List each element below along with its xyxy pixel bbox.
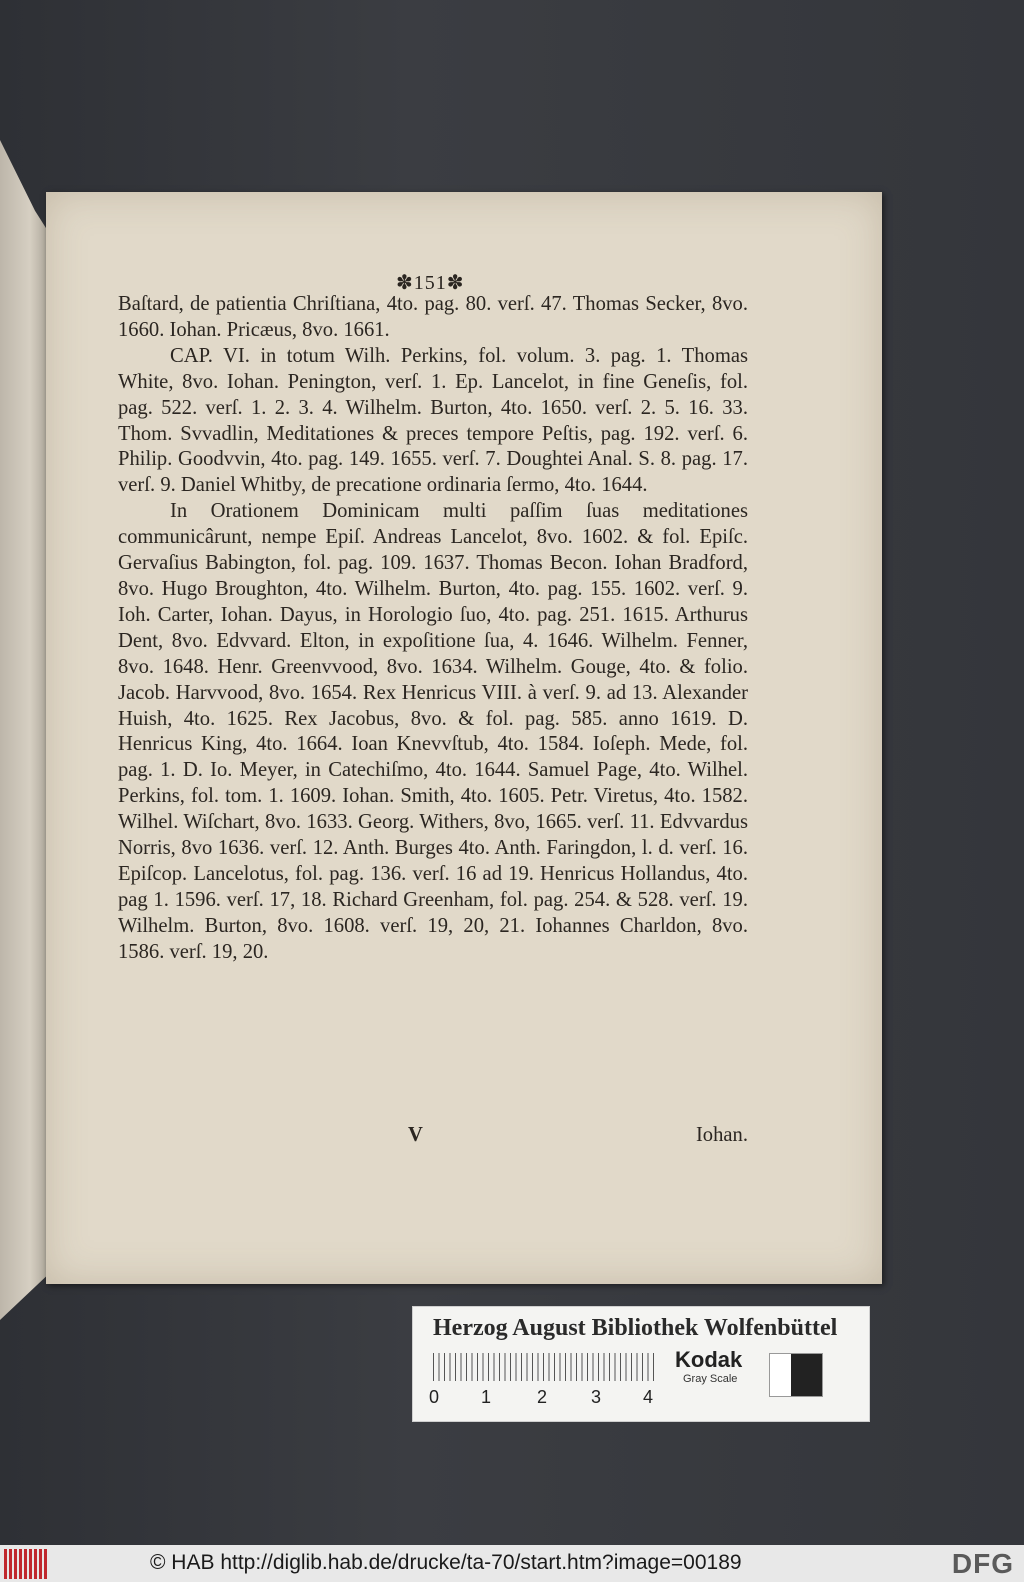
color-target-card: [412, 1306, 870, 1422]
page-number: ✽151✽: [396, 272, 465, 294]
ruler-number: 2: [537, 1387, 548, 1407]
signature-mark: V: [408, 1124, 423, 1146]
paragraph-2: CAP. VI. in totum Wilh. Perkins, fol. volum. 3. pag. 1. Thomas White, 8vo. Iohan. Penington, verſ. 1. Ep. Lancelot, in fine Geneſis, fol. pag. 522. verſ. 1. 2. 3. 4. Wilhelm. Burton, 4to. 1650. verſ. 2. 5. 16. 33. Thom. Svvadlin, Meditationes & preces tempore Peſtis, pag. 192. verſ. 6. Philip. Goodvvin, 4to. pag. 149. 1655. verſ. 7. Doughtei Anal. S. 8. pag. 17. verſ. 9. Daniel Whitby, de precatione ordinaria ſermo, 4to. 1644.: [118, 344, 748, 497]
library-name: Herzog August Bibliothek Wolfenbüttel: [433, 1315, 838, 1341]
previous-page-edge: [0, 140, 50, 1320]
catchword: Iohan.: [695, 1124, 748, 1146]
ruler-number: 4: [643, 1387, 654, 1407]
kodak-logo: Kodak: [675, 1347, 743, 1372]
gray-scale-label: Gray Scale: [683, 1373, 738, 1385]
ruler-number: 1: [481, 1387, 492, 1407]
hab-barcode-icon: [4, 1549, 48, 1579]
scale-ruler: [433, 1353, 655, 1381]
paragraph-3: In Orationem Dominicam multi paſſim ſuas meditationes communicârunt, nempe Epiſ. Andreas Lancelot, 8vo. 1602. & fol. Epiſc. Gervaſius Babington, fol. pag. 109. 1637. Thomas Becon. Iohan Bradford, 8vo. Hugo Broughton, 4to. Wilhelm. Burton, 4to. pag. 155. 1602. verſ. 9. Ioh. Carter, Iohan. Dayus, in Horologio ſuo, 4to. pag. 251. 1615. Arthurus Dent, 8vo. Edvvard. Elton, in expoſitione ſua, 4. 1646. Wilhelm. Fenner, 8vo. 1648. Henr. Greenvvood, 8vo. 1634. Wilhelm. Gouge, 4to. & folio. Jacob. Harvvood, 8vo. 1654. Rex Henricus VIII. à verſ. 9. ad 13. Alexander Huish, 4to. 1625. Rex Jacobus, 8vo. & fol. pag. 585. anno 1619. D. Henricus King, 4to. 1664. Ioan Knevvſtub, 4to. 1584. Ioſeph. Mede, fol. pag. 1. D. Io. Meyer, in Catechiſmo, 4to. 1644. Samuel Page, 4to. Wilhel. Perkins, fol. tom. 1. 1609. Iohan. Smith, 4to. 1605. Petr. Viretus, 4to. 1582. Wilhel. Wiſchart, 8vo. 1633. Georg. Withers, 8vo, 1665. verſ. 11. Edvvardus Norris, 8vo 1636. verſ. 12. Anth. Burges 4to. Anth. Faringdon, l. d. verſ. 16. Epiſcop. Lancelotus, fol. pag. 136. verſ. 16 ad 19. Henricus Hollandus, 4to. pag 1. 1596. verſ. 17, 18. Richard Greenham, fol. pag. 254. & 528. verſ. 19. Wilhelm. Burton, 8vo. 1608. verſ. 19, 20, 21. Iohannes Charldon, 8vo. 1586. verſ. 19, 20.: [118, 500, 748, 963]
page-text: [118, 292, 748, 966]
dfg-logo: DFG: [951, 1548, 1014, 1579]
ruler-number: 3: [591, 1387, 602, 1407]
gray-scale-patches: [769, 1353, 823, 1397]
footer-bar: [0, 1545, 1024, 1582]
page-footer-line: [118, 1124, 748, 1150]
paragraph-1: Baſtard, de patientia Chriſtiana, 4to. pag. 80. verſ. 47. Thomas Secker, 8vo. 1660. Iohan. Pricæus, 8vo. 1661.: [118, 293, 748, 341]
copyright-link[interactable]: © HAB http://diglib.hab.de/drucke/ta-70/start.htm?image=00189: [150, 1551, 742, 1574]
book-page: [46, 192, 882, 1284]
ruler-number: 0: [429, 1387, 440, 1407]
